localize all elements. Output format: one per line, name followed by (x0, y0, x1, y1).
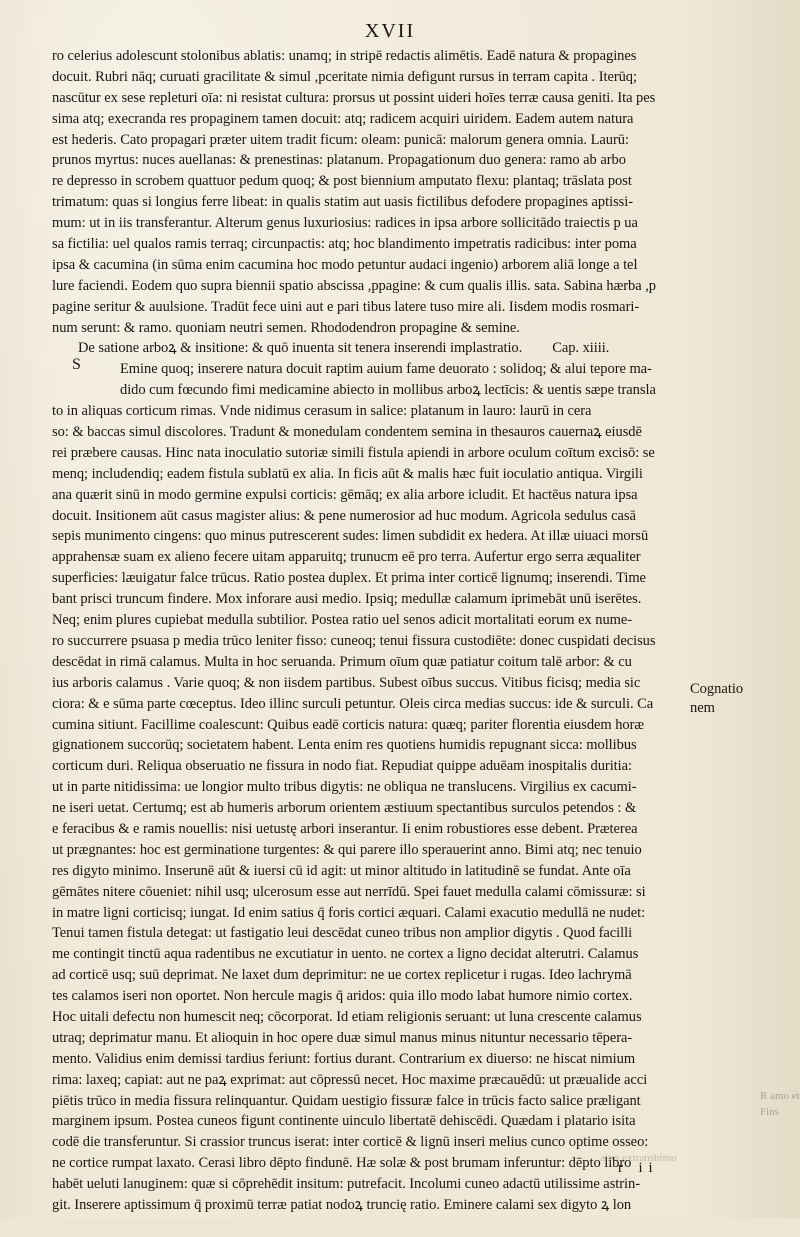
text-line: num serunt: & ramo. quoniam neutri semen. Rhododendron propagine & semine. (52, 319, 520, 336)
text-line: ne iseri uetat. Certumq; est ab humeris arborum orientem æstiuum spectantibus surculos petendos : & (52, 800, 637, 817)
text-line: me contingit tinctū aqua radentibus ne excutiatur in uento. ne cortex a ligno decidat alterutri. Calamus (52, 946, 639, 963)
text-line: marginem ipsum. Postea cuneos figunt continente uinculo libertatē dehiscēdi. Quædam i platario isita (52, 1113, 636, 1130)
text-line: Neq; enim plures cupiebat medulla subtilior. Postea ratio uel senos adicit mortalitati eorum ex nume- (52, 612, 633, 629)
folio-number: XVII (364, 20, 416, 42)
text-line: mento. Validius enim demissi tardius feriunt: fortius durant. Contrarium ex diuerso: ne hiscat nimium (52, 1050, 636, 1067)
text-line: nascūtur ex sese repleturi oīa: ni resistat cultura: prorsus ut possint uideri hoīes terræ causa geniti. Ita pes (52, 89, 656, 106)
text-line: res digyto minimo. Inserunē aūt & iuersi cū id agit: ut minor altitudo in latitudinē se fundat. Ante oīa (52, 862, 631, 879)
text-line: Emine quoq; inserere natura docuit raptim auium fame deuorato : solidoq; & alui tepore ma- (120, 361, 652, 378)
text-line: trimatum: quas si longius ferre libeat: in qualis statim aut uasis fictilibus defodere propagines aptissi- (52, 194, 634, 211)
text-line: corticum duri. Reliqua obseruatio ne fissura in nodo fiat. Repudiat quippe aduēam inospitalis duritia: (52, 758, 633, 775)
text-line: descēdat in rimā calamus. Multa in hoc seruanda. Primum oīum quæ patiatur coitum talē arbor: & cu (52, 653, 632, 670)
text-line: tes calamos iseri non oportet. Non hercule magis q̄ aridos: quia illo modo labat humore nimio cortex. (52, 988, 633, 1005)
text-line: sepis munimento cingens: quo minus putrescerent sudes: limen subdidit ex hedera. At illæ uiuaci morsū (52, 528, 649, 545)
chapter-title: De satione arboꝝ & insitione: & quō inuenta sit tenera inserendi implastratio. (78, 340, 523, 357)
text-line: sa fictilia: uel qualos ramis terraq; circunpactis: atq; hoc blandimento impetratis radicibus: inter poma (52, 236, 637, 253)
text-line: codē die transferuntur. Si crassior truncus iserat: inter corticē & lignū inseri melius cunco optime osseo: (52, 1134, 649, 1151)
text-line: ad corticē usq; suū deprimat. Ne laxet dum deprimitur: ne ue cortex replicetur i rugas. Ideo lachrymā (52, 967, 632, 984)
text-line: ut prægnantes: hoc est germinatione turgentes: & qui parere illo sperauerint anno. Bimi atq; nec tenuio (52, 841, 642, 858)
text-line: habēt ueluti lanuginem: quæ si cōprehēdit insitum: putrefacit. Incolumi cuneo adactū utilissime astrin- (52, 1176, 640, 1193)
text-line: ciora: & e sūma parte cœceptus. Ideo illinc surculi petuntur. Oleis circa medias succus: ide & surculi. Ca (52, 695, 654, 712)
show-through-text: alter extranshimo (600, 1152, 677, 1164)
marginal-note-line: Cognatio (690, 681, 744, 697)
show-through-line: Fins (760, 1106, 779, 1118)
text-line: pagine seritur & auulsione. Tradūt fece uini aut e pari tibus latere tuso mire ali. Iisdem modis rosmari- (52, 298, 640, 315)
text-block (52, 46, 692, 1237)
text-line: in matre ligni corticisq; iungat. Id enim satius q̄ foris cortici æquari. Calami exacutio medullā ne nudet: (52, 904, 646, 921)
text-line: gēmātes nitere cōueniet: nihil usq; ulcerosum esse aut nerrīdū. Spei fauet medulla calami cōmissuræ: si (52, 883, 646, 900)
text-line: git. Inserere aptissimum q̄ proximū terræ patiat nodoꝝ truncię ratio. Eminere calami sex digyto ꝝ lon (52, 1196, 632, 1213)
text-line: sima atq; execranda res propaginem tamen docuit: atq; radicem acquiri uiridem. Eadem autem natura (52, 110, 634, 127)
text-line: gignationem succorūq; societatem habent. Lenta enim res quotiens humidis repugnant sicca: mollibus (52, 737, 637, 754)
show-through-line: R amo et (760, 1090, 800, 1102)
text-line: e feracibus & e ramis nouellis: nisi uetustę arbori inserantur. Ii enim robustiores esse debent. Præterea (52, 820, 638, 837)
chapter-heading (52, 338, 692, 359)
text-line: ius arboris calamus . Varie quoq; & non iisdem partibus. Subest oībus succus. Vitibus ficisq; media sic (52, 674, 641, 691)
text-line: bant prisci truncum findere. Mox inforare ausi medio. Ipsiq; medullæ calamum iprimebāt unū iserētes. (52, 591, 642, 608)
text-line: ro celerius adolescunt stolonibus ablatis: unamq; in stripē redactis alimētis. Eadē natura & propagines (52, 48, 637, 64)
text-line: lure faciendi. Eodem quo supra biennii spatio abscissa ,ppagine: & cum qualis illis. sata. Sabina hærba ,p (52, 277, 656, 294)
text-line: Tenui tamen fistula detegat: ut fastigatio leui descēdat cuneo tribus non amplior digytis . Quod facilli (52, 925, 633, 942)
text-line: menq; includendiq; eadem fistula sublatū ex alia. In ficis aūt & malis hæc fuit ioculatio antiqua. Virgili (52, 465, 643, 482)
text-line: to in aliquas corticum rimas. Vnde nidimus cerasum in salice: platanum in lauro: laurū in cera (52, 403, 592, 420)
text-line: rima: laxeq; capiat: aut ne paꝝ exprimat: aut cōpressū necet. Hoc maxime præcauēdū: ut præualide acci (52, 1071, 648, 1088)
text-line: ana quærit sinū in modo germine expulsi corticis: gēmāq; ex alia arbore icludit. Et hactēus natura ipsa (52, 486, 638, 503)
guide-letter: S (72, 356, 81, 373)
text-line: ut in parte nitidissima: ue longior multo tribus digytis: ne obliqua ne translucens. Virgilius ex cacumi- (52, 779, 637, 796)
text-line: mum: ut in iis transferantur. Alterum genus luxuriosius: radices in ipsa arbore sollicitādo traiectis p ua (52, 215, 638, 232)
show-through-text (760, 1088, 800, 1120)
paragraph-insertion (52, 359, 692, 1236)
text-line: cumina sitiunt. Facillime coalescunt: Quibus eadē corticis natura: quæq; pariter florentia eiusdem horæ (52, 716, 645, 733)
text-line: Hoc uitali defectu non humescit neq; cōcorporat. Id etiam religionis seruant: ut luna crescente calamus (52, 1008, 642, 1025)
text-line: ro succurrere psuasa p media trūco leniter fisso: cuneoq; tenui fissura custodiēte: donec cuspidati decisus (52, 632, 656, 649)
text-line: re depresso in scrobem quattuor pedum quoq; & post biennium amputato flexu: plantaq; trāslata post (52, 173, 632, 190)
text-line (52, 1216, 692, 1237)
text-line: superficies: læuigatur falce trūcus. Ratio postea duplex. Et prima inter corticē lignumq; inserendi. Time (52, 570, 646, 587)
text-line: docuit. Insitionem aūt casus magister alius: & pene numerosior ad huc modum. Agricola sedulus casā (52, 507, 636, 524)
text-line: utraq; deprimatur manu. Et alioquin in hoc opere duæ simul manus minus nituntur necessario tēpera- (52, 1029, 633, 1046)
text-line: docuit. Rubri nāq; curuati gracilitate & simul ,pceritate nimia defigunt rursus in terram capita . Iterūq; (52, 68, 637, 85)
text-line: piētis trūco in media fissura relinquantur. Quidam uestigio fissuræ falce in trūcis facto salice præligant (52, 1092, 641, 1109)
chapter-number: Cap. xiiii. (552, 340, 610, 357)
signature-mark: r ii (618, 1160, 659, 1176)
text-line: rei præbere causas. Hinc nata inoculatio sutoriæ simili fistula apiendi in arbore oculum coītum excisō: se (52, 444, 655, 461)
paragraph-propagation (52, 46, 692, 338)
marginal-note (690, 680, 743, 718)
text-line: ipsa & cacumina (in sūma enim cacumina hoc modo petuntur audaci ingenio) arborem aliā longe a tel (52, 256, 638, 273)
marginal-note-line: nem (690, 700, 715, 716)
text-line: apprahensæ suam ex alieno fecere uitam apparuitq; trunucm eē pro terra. Aufertur ergo serra æqualiter (52, 549, 641, 566)
text-line: so: & baccas simul discolores. Tradunt & monedulam condentem semina in thesauros cauernaꝝ eiusdē (52, 424, 642, 441)
text-line: est hederis. Cato propagari præter uitem tradit ficum: oleam: punicā: malorum genera omnia. Laurū: (52, 131, 629, 148)
text-line: ne cortice rumpat laxato. Cerasi libro dēpto findunē. Hæ solæ & post brumam inferuntur: dēpto libro (52, 1155, 632, 1172)
text-line: prunos myrtus: nuces auellanas: & prenestinas: platanum. Propagationum duo genera: ramo ab arbo (52, 152, 626, 169)
text-line: dido cum fœcundo fimi medicamine abiecto in mollibus arboꝝ lectīcis: & uentis sæpe transla (120, 382, 656, 399)
